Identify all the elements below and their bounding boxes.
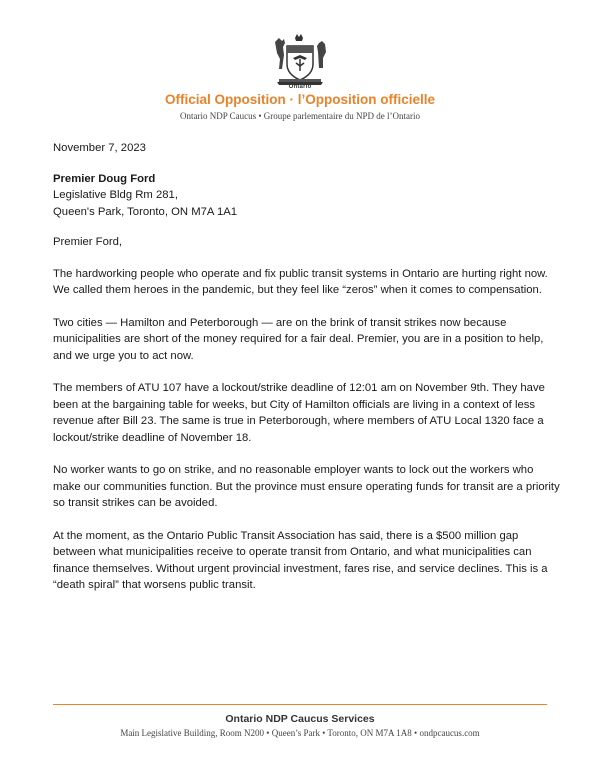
crest-label: Ontario (288, 84, 312, 90)
paragraph-3: The members of ATU 107 have a lockout/strike deadline of 12:01 am on November 9th. They have been at the bargaining table for weeks, but City of Hamilton officials are living in a context of less revenue after Bill 23. The same is true in Peterborough, where members of ATU Local 1320 face a lockout/strike deadline of November 18. (53, 382, 545, 444)
paragraph-4: No worker wants to go on strike, and no reasonable employer wants to lock out the workers who make our communities function. But the province must ensure operating funds for transit are a priority so transit strikes can be avoided. (53, 464, 560, 509)
letter-date: November 7, 2023 (53, 142, 146, 154)
footer-title: Ontario NDP Caucus Services (225, 713, 375, 725)
salutation: Premier Ford, (53, 236, 123, 248)
paragraph-5: At the moment, as the Ontario Public Transit Association has said, there is a $500 million gap between what municipalities receive to operate transit from Ontario, and what municipalities can finance themselves. Without urgent provincial investment, fares rise, and service declines. This is a “death spiral” that worsens public transit. (53, 529, 548, 591)
ontario-coat-of-arms-icon (271, 32, 329, 88)
footer-divider (53, 704, 547, 705)
footer-address: Main Legislative Building, Room N200 • Queen’s Park • Toronto, ON M7A 1A8 • ondpcaucus.com (120, 728, 480, 738)
letterhead-title: Official Opposition · l’Opposition officielle (165, 92, 435, 107)
recipient-name: Premier Doug Ford (53, 172, 156, 185)
letterhead-subtitle: Ontario NDP Caucus • Groupe parlementaire du NPD de l’Ontario (179, 111, 420, 121)
paragraph-1: The hardworking people who operate and fix public transit systems in Ontario are hurting right now. We called them heroes in the pandemic, but they feel like “zeros” when it comes to compensation. (53, 267, 548, 296)
recipient-address-line-1: Legislative Bldg Rm 281, (53, 189, 178, 201)
recipient-address (53, 171, 563, 221)
letter-body (53, 140, 563, 610)
recipient-address-line-2: Queen's Park, Toronto, ON M7A 1A1 (53, 205, 238, 218)
paragraph-2: Two cities — Hamilton and Peterborough — are on the brink of transit strikes now because municipalities are short of the money required for a fair deal. Premier, you are in a position to help, and we urge you to act now. (53, 316, 544, 362)
